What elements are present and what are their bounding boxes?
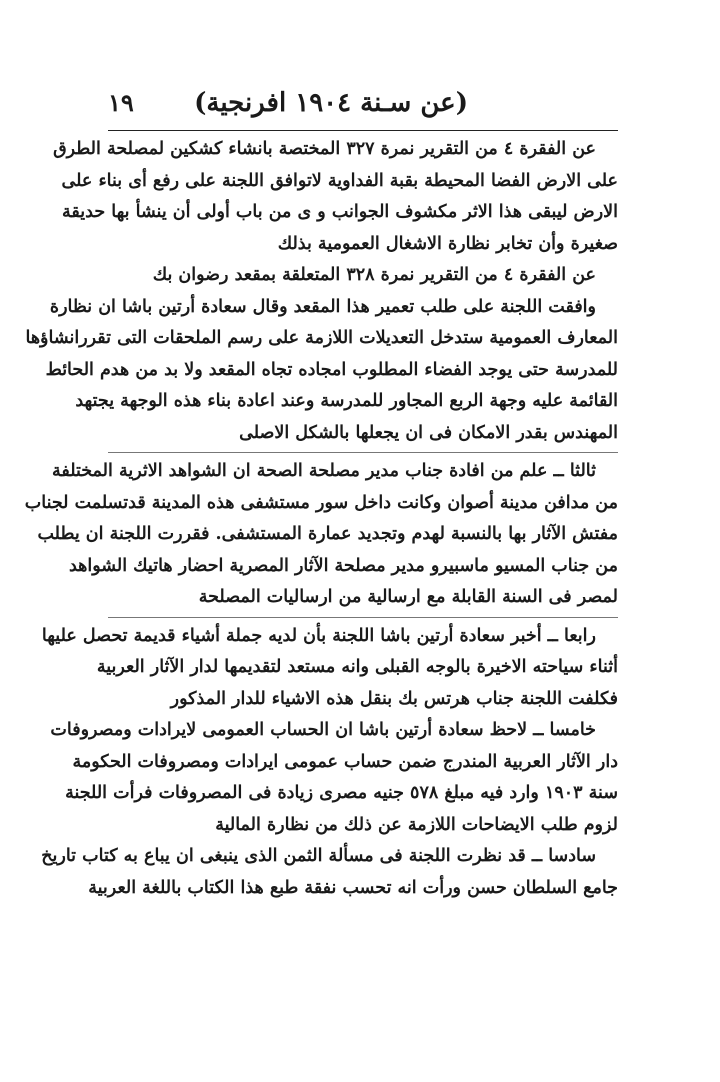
text-line: رابعا ــ أخبر سعادة أرتين باشا اللجنة بأن لديه جملة أشياء قديمة تحصل عليها: [41, 625, 596, 646]
text-line: من مدافن مدينة أصوان وكانت داخل سور مستشفى هذه المدينة قدتسلمت لجناب: [24, 492, 618, 513]
text-line: للمدرسة حتى يوجد الفضاء المطلوب امجاده تجاه المقعد ولا بد من هدم الحائط: [45, 359, 618, 380]
text-line: فكلفت اللجنة جناب هرتس بك بنقل هذه الاشياء للدار المذكور: [170, 688, 618, 709]
page-header: [108, 88, 618, 128]
paragraph-divider: [108, 452, 618, 453]
text-line: المهندس بقدر الامكان فى ان يجعلها بالشكل الاصلى: [239, 422, 618, 443]
header-rule: [108, 130, 618, 131]
paragraph-6: [50, 715, 618, 841]
text-line: أثناء سياحته الاخيرة بالوجه القبلى وانه مستعد لتقديمها لدار الآثار العربية: [96, 657, 618, 677]
text-line: على الارض الفضا المحيطة بقبة الفداوية لاتوافق اللجنة على رفع أى بناء على: [61, 170, 618, 191]
text-line: عن الفقرة ٤ من التقرير نمرة ٣٢٧ المختصة بانشاء كشكين لمصلحة الطرق: [53, 139, 596, 159]
page-number: ١٩: [108, 88, 134, 117]
document-body: [24, 134, 618, 904]
paragraph-3: [25, 292, 618, 450]
text-line: سادسا ــ قد نظرت اللجنة فى مسألة الثمن الذى ينبغى ان يباع به كتاب تاريخ: [41, 846, 596, 866]
text-line: جامع السلطان حسن ورأت انه تحسب نفقة طبع هذا الكتاب باللغة العربية: [88, 877, 618, 898]
text-line: لمصر فى السنة القابلة مع ارسالية من ارساليات المصلحة: [198, 587, 618, 607]
text-line: القائمة عليه وجهة الربع المجاور للمدرسة وعند اعادة بناء هذه الوجهة يجتهد: [75, 391, 618, 411]
text-line: وافقت اللجنة على طلب تعمير هذا المقعد وقال سعادة أرتين باشا ان نظارة: [49, 296, 596, 317]
running-title: (عن سـنة ١٩٠٤ افرنجية): [194, 88, 468, 118]
text-line: سنة ١٩٠٣ وارد فيه مبلغ ٥٧٨ جنيه مصرى زيادة فى المصروفات فرأت اللجنة: [65, 783, 618, 803]
paragraph-5: [41, 621, 618, 716]
paragraph-2: [108, 260, 618, 292]
text-line: من جناب المسيو ماسبيرو مدير مصلحة الآثار المصرية احضار هاتيك الشواهد: [68, 555, 618, 576]
text-line: دار الآثار العربية المندرج ضمن حساب عمومى ايرادات ومصروفات الحكومة: [72, 751, 618, 772]
text-line: عن الفقرة ٤ من التقرير نمرة ٣٢٨ المتعلقة بمقعد رضوان بك: [152, 265, 596, 285]
paragraph-7: [41, 841, 618, 904]
text-line: خامسا ــ لاحظ سعادة أرتين باشا ان الحساب العمومى لايرادات ومصروفات: [50, 720, 596, 740]
paragraph-divider: [108, 617, 618, 618]
paragraph-1: [53, 134, 618, 260]
text-line: ثالثا ــ علم من افادة جناب مدير مصلحة الصحة ان الشواهد الاثرية المختلفة: [51, 461, 596, 481]
text-line: لزوم طلب الايضاحات اللازمة عن ذلك من نظارة المالية: [215, 814, 618, 835]
text-line: المعارف العمومية ستدخل التعديلات اللازمة على رسم الملحقات التى تقررانشاؤها: [25, 328, 618, 348]
text-line: الارض ليبقى هذا الاثر مكشوف الجوانب و ى من باب أولى أن ينشأ بها حديقة: [62, 202, 618, 222]
text-line: صغيرة وأن تخابر نظارة الاشغال العمومية بذلك: [277, 233, 618, 254]
paragraph-4: [24, 456, 618, 614]
text-line: مفتش الآثار بها بالنسبة لهدم وتجديد عمارة المستشفى. فقررت اللجنة ان يطلب: [37, 524, 618, 544]
